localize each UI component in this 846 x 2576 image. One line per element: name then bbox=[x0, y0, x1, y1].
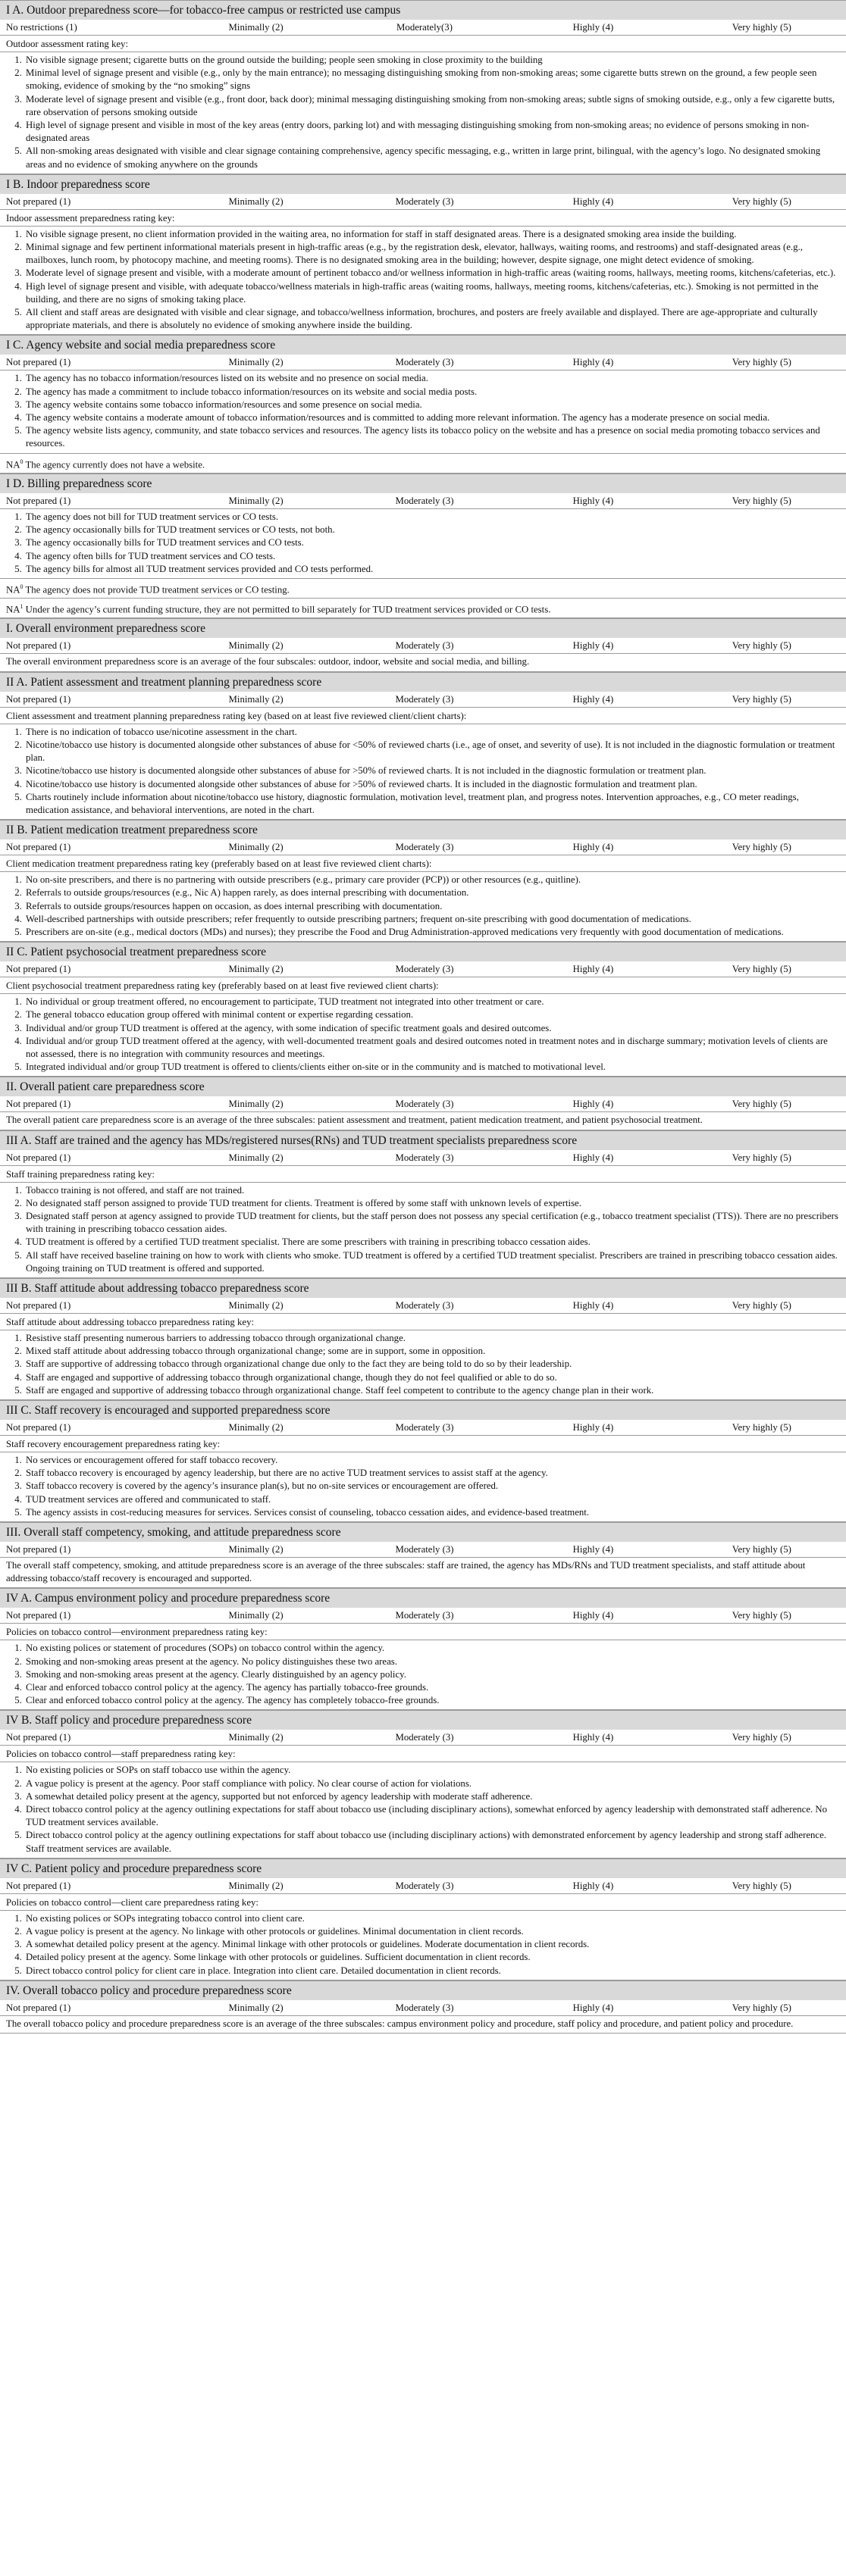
rating-key-item: 1. No existing polices or statement of procedures (SOPs) on tobacco control within the agency. bbox=[24, 1642, 840, 1655]
rating-scale-label: Minimally (2) bbox=[228, 495, 284, 506]
rating-scale-label: Highly (4) bbox=[572, 1544, 614, 1555]
rating-scale-label: Moderately (3) bbox=[395, 1421, 454, 1433]
rating-key-title: Indoor assessment preparedness rating key: bbox=[0, 210, 846, 227]
rating-key-item: 3. The agency occasionally bills for TUD treatment services and CO tests. bbox=[24, 536, 840, 549]
rating-scale-row bbox=[0, 1298, 846, 1314]
section-title: I D. Billing preparedness score bbox=[0, 474, 846, 493]
rating-scale-label: Very highly (5) bbox=[732, 2002, 791, 2013]
rating-scale-label: Very highly (5) bbox=[732, 1732, 791, 1743]
score-section bbox=[0, 820, 846, 942]
rating-scale-label: Highly (4) bbox=[572, 495, 614, 506]
rating-scale-label: Very highly (5) bbox=[732, 22, 791, 33]
section-title: III A. Staff are trained and the agency has MDs/registered nurses(RNs) and TUD treatment specialists preparedness score bbox=[0, 1130, 846, 1150]
rating-key-title: Policies on tobacco control—environment preparedness rating key: bbox=[0, 1624, 846, 1640]
rating-scale-label: Moderately (3) bbox=[395, 640, 454, 652]
rating-scale-label: Minimally (2) bbox=[228, 1299, 284, 1311]
rating-key-item: 5. The agency bills for almost all TUD treatment services provided and CO tests performed. bbox=[24, 563, 840, 576]
rating-key-item: 5. The agency assists in cost-reducing measures for services. Services consist of counseling, tobacco cessation aides, and evidence-based treatment. bbox=[24, 1506, 840, 1519]
score-section bbox=[0, 1588, 846, 1710]
rating-scale-label: Minimally (2) bbox=[228, 1152, 284, 1163]
score-section bbox=[0, 1710, 846, 1858]
rating-key-item: 1. The agency has no tobacco information/resources listed on its website and no presence on social media. bbox=[24, 372, 840, 385]
rating-key-item: 2. The general tobacco education group offered with minimal content or expertise regarding cessation. bbox=[24, 1008, 840, 1021]
rating-key-title: Client medication treatment preparedness rating key (preferably based on at least five reviewed client charts): bbox=[0, 855, 846, 872]
rating-key-title: Policies on tobacco control—client care preparedness rating key: bbox=[0, 1894, 846, 1911]
rating-key-item: 1. No existing policies or SOPs on staff tobacco use within the agency. bbox=[24, 1764, 840, 1777]
rating-key-item: 5. All staff have received baseline training on how to work with clients who smoke. TUD treatment is offered by a certified TUD treatment specialist. Prescribers are trained in prescribing tobacco cessation aides. Ongoing training on TUD treatment is offered and supported. bbox=[24, 1249, 840, 1275]
rating-scale-row bbox=[0, 1420, 846, 1436]
na-note-prefix: NA bbox=[6, 458, 20, 470]
rating-scale-label: Not prepared (1) bbox=[6, 693, 71, 705]
rating-key-item: 4. Nicotine/tobacco use history is documented alongside other substances of abuse for >50% of reviewed charts. It is included in the diagnostic formulation and treatment plan. bbox=[24, 778, 840, 791]
rating-key-item: 4. Direct tobacco control policy at the agency outlining expectations for staff about tobacco use (including disciplinary actions), somewhat enforced by agency leadership with demonstrated staff adherence. No TUD treatment services available. bbox=[24, 1803, 840, 1829]
rating-key-item: 4. Staff are engaged and supportive of addressing tobacco through organizational change, though they do not feel qualified or able to do so. bbox=[24, 1371, 840, 1384]
rating-scale-label: Highly (4) bbox=[572, 964, 614, 975]
section-title: I A. Outdoor preparedness score—for tobacco-free campus or restricted use campus bbox=[0, 0, 846, 20]
rating-scale-label: Minimally (2) bbox=[228, 1732, 284, 1743]
rating-scale-label: Highly (4) bbox=[572, 22, 614, 33]
score-section bbox=[0, 335, 846, 473]
na-note-superscript: 0 bbox=[20, 458, 24, 465]
rating-scale-label: Very highly (5) bbox=[732, 842, 791, 853]
rating-key-list bbox=[0, 227, 846, 335]
rating-key-item: 1. No visible signage present, no client information provided in the waiting area, no information for staff in staff designated areas. There is a designated smoking area inside the building. bbox=[24, 228, 840, 241]
rating-scale-label: Not prepared (1) bbox=[6, 195, 71, 207]
section-title: I B. Indoor preparedness score bbox=[0, 174, 846, 194]
rating-key-item: 3. Smoking and non-smoking areas present at the agency. Clearly distinguished by an agency policy. bbox=[24, 1668, 840, 1681]
rating-key-list bbox=[0, 1452, 846, 1521]
rating-scale-row bbox=[0, 1878, 846, 1894]
rating-key-item: 3. Moderate level of signage present and visible (e.g., front door, back door); minimal messaging distinguishing smoking from non-smoking areas; subtle signs of smoking outside, e.g., only a few cigarette butts, rare observation of persons smoking outside bbox=[24, 93, 840, 119]
section-title: II A. Patient assessment and treatment planning preparedness score bbox=[0, 672, 846, 692]
rating-scale-label: Highly (4) bbox=[572, 693, 614, 705]
rating-key-list bbox=[0, 1640, 846, 1709]
section-title: III. Overall staff competency, smoking, and attitude preparedness score bbox=[0, 1522, 846, 1542]
score-section bbox=[0, 474, 846, 619]
summary-section bbox=[0, 618, 846, 671]
rating-key-item: 4. The agency website contains a moderate amount of tobacco information/resources and is committed to adding more relevant information. The agency has a moderate presence on social media. bbox=[24, 411, 840, 424]
rating-scale-label: Very highly (5) bbox=[732, 195, 791, 207]
rating-key-list bbox=[0, 872, 846, 941]
rating-scale-label: Not prepared (1) bbox=[6, 1610, 71, 1621]
rating-scale-label: Very highly (5) bbox=[732, 1099, 791, 1110]
rating-scale-label: Very highly (5) bbox=[732, 1421, 791, 1433]
rating-key-title: Outdoor assessment rating key: bbox=[0, 36, 846, 52]
rating-key-item: 2. A vague policy is present at the agency. No linkage with other protocols or guidelines. Minimal documentation in client records. bbox=[24, 1925, 840, 1938]
rating-key-item: 5. All non-smoking areas designated with visible and clear signage containing comprehensive, agency specific messaging, e.g., written in large print, bilingual, with the agency’s logo. No designated smoking areas and no evidence of smoking anywhere on the grounds bbox=[24, 145, 840, 170]
rating-key-title: Staff training preparedness rating key: bbox=[0, 1166, 846, 1183]
rating-key-item: 2. Referrals to outside groups/resources (e.g., Nic A) happen rarely, as does internal prescribing with documentation. bbox=[24, 886, 840, 899]
rating-scale-label: Highly (4) bbox=[572, 1299, 614, 1311]
section-title: II. Overall patient care preparedness score bbox=[0, 1077, 846, 1096]
na-note-superscript: 0 bbox=[20, 583, 24, 590]
rating-key-list bbox=[0, 1183, 846, 1277]
section-title: II B. Patient medication treatment preparedness score bbox=[0, 820, 846, 839]
rating-scale-label: Minimally (2) bbox=[228, 842, 284, 853]
section-title: II C. Patient psychosocial treatment preparedness score bbox=[0, 942, 846, 961]
rating-scale-row bbox=[0, 961, 846, 977]
rating-scale-row bbox=[0, 2000, 846, 2016]
rating-scale-label: Very highly (5) bbox=[732, 357, 791, 368]
rating-scale-label: Minimally (2) bbox=[228, 357, 284, 368]
summary-description: The overall environment preparedness score is an average of the four subscales: outdoor, indoor, website and social media, and billing. bbox=[6, 656, 530, 667]
rating-key-item: 2. Minimal signage and few pertinent informational materials present in high-traffic areas (e.g., by the registration desk, elevator, hallways, waiting rooms, and restrooms) and staff-designated areas (e.g., mailboxes, lunch room, by photocopy machine, and meeting rooms). There is no designated smoking area in the building; however, despite signage, one might detect evidence of smoking. bbox=[24, 241, 840, 267]
na-note bbox=[0, 598, 846, 617]
score-section bbox=[0, 1859, 846, 1980]
section-title: IV C. Patient policy and procedure preparedness score bbox=[0, 1859, 846, 1878]
rating-scale-label: Minimally (2) bbox=[228, 22, 284, 33]
section-title: IV A. Campus environment policy and procedure preparedness score bbox=[0, 1588, 846, 1608]
rating-scale-label: Not prepared (1) bbox=[6, 964, 71, 975]
rating-key-title: Staff recovery encouragement preparedness rating key: bbox=[0, 1436, 846, 1452]
rating-scale-label: Not prepared (1) bbox=[6, 357, 71, 368]
rating-scale-label: Highly (4) bbox=[572, 357, 614, 368]
summary-description: The overall staff competency, smoking, and attitude preparedness score is an average of the three subscales: staff are trained, the agency has MDs/RNs and TUD treatment specialists, and staff attitude about addressing tobacco/staff recovery is encouraged and supported. bbox=[6, 1560, 806, 1584]
rating-scale-label: Very highly (5) bbox=[732, 1299, 791, 1311]
rating-scale-label: Not prepared (1) bbox=[6, 1299, 71, 1311]
rating-key-title: Client psychosocial treatment preparedness rating key (preferably based on at least five reviewed client charts): bbox=[0, 977, 846, 994]
rating-key-item: 1. No existing polices or SOPs integrating tobacco control into client care. bbox=[24, 1912, 840, 1925]
summary-section bbox=[0, 1980, 846, 2034]
rating-scale-label: Not prepared (1) bbox=[6, 1152, 71, 1163]
na-note-prefix: NA bbox=[6, 604, 20, 615]
rating-scale-label: Very highly (5) bbox=[732, 1610, 791, 1621]
rating-key-title: Client assessment and treatment planning preparedness rating key (based on at least five reviewed client/client charts): bbox=[0, 708, 846, 724]
rating-scale-label: Highly (4) bbox=[572, 1152, 614, 1163]
rating-key-item: 3. Staff tobacco recovery is covered by the agency’s insurance plan(s), but no on-site services or encouragement are offered. bbox=[24, 1480, 840, 1493]
rating-scale-row bbox=[0, 1608, 846, 1624]
summary-section bbox=[0, 1522, 846, 1588]
section-title: III C. Staff recovery is encouraged and supported preparedness score bbox=[0, 1400, 846, 1420]
rating-scale-label: Not prepared (1) bbox=[6, 842, 71, 853]
rating-scale-label: Minimally (2) bbox=[228, 1880, 284, 1891]
rating-key-item: 4. Clear and enforced tobacco control policy at the agency. The agency has partially tobacco-free grounds. bbox=[24, 1681, 840, 1694]
rating-scale-label: Minimally (2) bbox=[228, 693, 284, 705]
rating-key-item: 2. Mixed staff attitude about addressing tobacco through organizational change; some are in support, some in opposition. bbox=[24, 1345, 840, 1358]
rating-scale-label: Highly (4) bbox=[572, 1099, 614, 1110]
rating-key-item: 2. A vague policy is present at the agency. Poor staff compliance with policy. No clear course of action for violations. bbox=[24, 1777, 840, 1790]
section-title: I. Overall environment preparedness score bbox=[0, 618, 846, 638]
rating-scale-label: Moderately (3) bbox=[395, 964, 454, 975]
rating-scale-row bbox=[0, 1730, 846, 1746]
rating-scale-row bbox=[0, 638, 846, 654]
na-note-prefix: NA bbox=[6, 584, 20, 596]
rating-key-item: 3. Nicotine/tobacco use history is documented alongside other substances of abuse for >50% of reviewed charts. It is not included in the diagnostic formulation or treatment plan. bbox=[24, 764, 840, 777]
rating-key-list bbox=[0, 370, 846, 452]
rating-scale-label: Not prepared (1) bbox=[6, 495, 71, 506]
rating-key-item: 5. Charts routinely include information about nicotine/tobacco use history, diagnostic formulation, motivation level, treatment plan, and progress notes. Intervention approaches, e.g., CO meter readings, medication assistance, and behavioral interventions, are noted in the chart. bbox=[24, 791, 840, 817]
summary-description: The overall tobacco policy and procedure preparedness score is an average of the three subscales: campus environment policy and procedure, staff policy and procedure, and patient policy and procedure. bbox=[6, 2018, 794, 2029]
rating-scale-row bbox=[0, 493, 846, 509]
rating-scale-label: Not prepared (1) bbox=[6, 1544, 71, 1555]
rating-key-item: 1. The agency does not bill for TUD treatment services or CO tests. bbox=[24, 511, 840, 524]
rating-scale-label: Moderately (3) bbox=[395, 1099, 454, 1110]
rating-scale-label: Highly (4) bbox=[572, 1732, 614, 1743]
na-note-text: The agency does not provide TUD treatment services or CO testing. bbox=[23, 584, 290, 596]
rating-key-item: 2. The agency occasionally bills for TUD treatment services or CO tests, not both. bbox=[24, 524, 840, 536]
rating-scale-label: Moderately (3) bbox=[395, 1880, 454, 1891]
rating-key-item: 3. A somewhat detailed policy present at the agency, supported but not enforced by agency leadership with moderate staff adherence. bbox=[24, 1790, 840, 1803]
rating-scale-label: Very highly (5) bbox=[732, 495, 791, 506]
rating-key-list bbox=[0, 1330, 846, 1399]
score-section bbox=[0, 1400, 846, 1522]
rating-key-item: 1. Resistive staff presenting numerous barriers to addressing tobacco through organizational change. bbox=[24, 1332, 840, 1345]
rating-key-item: 1. Tobacco training is not offered, and staff are not trained. bbox=[24, 1184, 840, 1197]
rating-key-item: 4. TUD treatment services are offered and communicated to staff. bbox=[24, 1493, 840, 1506]
rating-scale-label: Moderately (3) bbox=[395, 195, 454, 207]
rating-scale-label: Very highly (5) bbox=[732, 964, 791, 975]
rating-key-item: 1. There is no indication of tobacco use/nicotine assessment in the chart. bbox=[24, 726, 840, 739]
rating-key-item: 4. High level of signage present and visible, with adequate tobacco/wellness materials in high-traffic areas (waiting rooms, hallways, meeting rooms, kitchens/cafeterias, etc.). Smoking is not permitted in the building, and there are no signs of smoking taking place. bbox=[24, 280, 840, 306]
rating-key-list bbox=[0, 1911, 846, 1980]
rating-key-list bbox=[0, 724, 846, 819]
rating-key-item: 4. Detailed policy present at the agency. Some linkage with other protocols or guidelines. Sufficient documentation in client records. bbox=[24, 1951, 840, 1964]
score-section bbox=[0, 0, 846, 174]
rating-scale-row bbox=[0, 20, 846, 36]
rating-scale-label: Moderately (3) bbox=[395, 1152, 454, 1163]
rating-key-item: 4. High level of signage present and visible in most of the key areas (entry doors, parking lot) and with messaging distinguishing smoking from non-smoking areas; no evidence of persons smoking in non-designated areas bbox=[24, 119, 840, 145]
rating-scale-label: Highly (4) bbox=[572, 1610, 614, 1621]
summary-description: The overall patient care preparedness score is an average of the three subscales: patient assessment and treatment, patient medication treatment, and patient psychosocial treatment. bbox=[6, 1114, 703, 1126]
rating-scale-label: Moderately (3) bbox=[395, 1544, 454, 1555]
score-section bbox=[0, 1278, 846, 1400]
rating-key-item: 3. Referrals to outside groups/resources happen on occasion, as does internal prescribing with documentation. bbox=[24, 900, 840, 913]
rating-scale-label: Minimally (2) bbox=[228, 1544, 284, 1555]
rating-scale-label: Not prepared (1) bbox=[6, 1421, 71, 1433]
rating-scale-row bbox=[0, 692, 846, 708]
rating-scale-label: Not prepared (1) bbox=[6, 2002, 71, 2013]
rating-key-title: Staff attitude about addressing tobacco preparedness rating key: bbox=[0, 1314, 846, 1330]
rating-scale-label: Moderately (3) bbox=[395, 693, 454, 705]
rating-key-item: 1. No on-site prescribers, and there is no partnering with outside prescribers (e.g., primary care provider (PCP)) or other resources (e.g., quitline). bbox=[24, 874, 840, 886]
rating-key-item: 4. The agency often bills for TUD treatment services and CO tests. bbox=[24, 550, 840, 563]
rating-scale-label: Very highly (5) bbox=[732, 1152, 791, 1163]
rating-key-item: 5. The agency website lists agency, community, and state tobacco services and resources. The agency lists its tobacco policy on the website and has a presence on social media promoting tobacco services and resources. bbox=[24, 424, 840, 450]
rating-scale-row bbox=[0, 1096, 846, 1112]
rating-key-item: 2. Staff tobacco recovery is encouraged by agency leadership, but there are no active TUD treatment services to assist staff at the agency. bbox=[24, 1467, 840, 1480]
rating-scale-label: Moderately (3) bbox=[395, 357, 454, 368]
rating-scale-label: Moderately (3) bbox=[395, 495, 454, 506]
section-title: I C. Agency website and social media preparedness score bbox=[0, 335, 846, 355]
rating-key-item: 3. Staff are supportive of addressing tobacco through organizational change due only to the fact they are being told to do so by their leadership. bbox=[24, 1358, 840, 1371]
rating-scale-label: Highly (4) bbox=[572, 1880, 614, 1891]
rating-scale-label: Moderately (3) bbox=[395, 842, 454, 853]
rating-scale-row bbox=[0, 839, 846, 855]
rating-key-item: 2. No designated staff person assigned to provide TUD treatment for clients. Treatment is offered by some staff with unknown levels of expertise. bbox=[24, 1197, 840, 1210]
rating-scale-label: Minimally (2) bbox=[228, 1610, 284, 1621]
rating-key-list bbox=[0, 52, 846, 174]
rating-scale-label: Not prepared (1) bbox=[6, 1099, 71, 1110]
rating-scale-label: Minimally (2) bbox=[228, 1099, 284, 1110]
na-note-text: Under the agency’s current funding structure, they are not permitted to bill separately for TUD treatment services provided or CO tests. bbox=[23, 604, 551, 615]
na-note-superscript: 1 bbox=[20, 603, 24, 611]
rating-key-title: Policies on tobacco control—staff preparedness rating key: bbox=[0, 1746, 846, 1762]
rating-scale-label: Not prepared (1) bbox=[6, 1880, 71, 1891]
rating-scale-label: Minimally (2) bbox=[228, 640, 284, 652]
rating-scale-label: Moderately (3) bbox=[395, 2002, 454, 2013]
rating-scale-label: Very highly (5) bbox=[732, 1880, 791, 1891]
rating-key-item: 5. Direct tobacco control policy at the agency outlining expectations for staff about tobacco use (including disciplinary actions) with demonstrated enforcement by agency leadership and strong staff adherence. Staff treatment services are available. bbox=[24, 1829, 840, 1855]
section-title: IV. Overall tobacco policy and procedure preparedness score bbox=[0, 1980, 846, 2000]
rating-scale-label: Minimally (2) bbox=[228, 195, 284, 207]
rating-key-item: 3. Moderate level of signage present and visible, with a moderate amount of pertinent tobacco and/or wellness information in high-traffic areas (waiting rooms, hallways, meeting rooms, kitchens/cafeterias, etc.). bbox=[24, 267, 840, 280]
section-title: III B. Staff attitude about addressing tobacco preparedness score bbox=[0, 1278, 846, 1298]
rating-scale-label: Minimally (2) bbox=[228, 1421, 284, 1433]
summary-section bbox=[0, 1077, 846, 1130]
rating-key-list bbox=[0, 994, 846, 1076]
rating-scale-label: Minimally (2) bbox=[228, 964, 284, 975]
rating-scale-label: Highly (4) bbox=[572, 640, 614, 652]
rating-scale-label: Not prepared (1) bbox=[6, 1732, 71, 1743]
rating-key-item: 3. The agency website contains some tobacco information/resources and some presence on social media. bbox=[24, 399, 840, 411]
rating-scale-label: Not prepared (1) bbox=[6, 640, 71, 652]
rating-key-item: 1. No individual or group treatment offered, no encouragement to participate, TUD treatment not integrated into other treatment or care. bbox=[24, 996, 840, 1008]
rating-scale-label: Moderately (3) bbox=[395, 1610, 454, 1621]
rating-scale-row bbox=[0, 355, 846, 370]
rating-scale-label: Very highly (5) bbox=[732, 1544, 791, 1555]
section-title: IV B. Staff policy and procedure preparedness score bbox=[0, 1710, 846, 1730]
rating-key-item: 5. Staff are engaged and supportive of addressing tobacco through organizational change. Staff feel competent to contribute to the agency change plan in their work. bbox=[24, 1384, 840, 1397]
rating-scale-label: Moderately (3) bbox=[395, 1299, 454, 1311]
rating-scale-label: Very highly (5) bbox=[732, 693, 791, 705]
rating-scale-label: Minimally (2) bbox=[228, 2002, 284, 2013]
rating-key-item: 2. Smoking and non-smoking areas present at the agency. No policy distinguishes these two areas. bbox=[24, 1655, 840, 1668]
rating-key-item: 3. A somewhat detailed policy present at the agency. Minimal linkage with other protocols or guidelines. Moderate documentation in client records. bbox=[24, 1938, 840, 1951]
rating-scale-label: Highly (4) bbox=[572, 842, 614, 853]
rating-key-item: 2. Nicotine/tobacco use history is documented alongside other substances of abuse for <50% of reviewed charts (i.e., age of onset, and severity of use). It is not included in the diagnostic formulation or treatment plan. bbox=[24, 739, 840, 764]
score-section bbox=[0, 1130, 846, 1278]
rating-key-item: 4. TUD treatment is offered by a certified TUD treatment specialist. There are some prescribers with training in prescribing tobacco cessation aides. bbox=[24, 1236, 840, 1249]
rating-key-item: 2. The agency has made a commitment to include tobacco information/resources on its website and social media posts. bbox=[24, 386, 840, 399]
na-note bbox=[0, 578, 846, 598]
rating-scale-label: Very highly (5) bbox=[732, 640, 791, 652]
rating-key-item: 1. No services or encouragement offered for staff tobacco recovery. bbox=[24, 1454, 840, 1467]
rating-scale-label: Highly (4) bbox=[572, 195, 614, 207]
rating-key-list bbox=[0, 1762, 846, 1857]
rating-scale-row bbox=[0, 1150, 846, 1166]
rating-scale-label: No restrictions (1) bbox=[6, 22, 77, 33]
rating-scale-label: Highly (4) bbox=[572, 1421, 614, 1433]
rating-scale-row bbox=[0, 194, 846, 210]
rating-scale-label: Moderately(3) bbox=[396, 22, 453, 33]
rating-key-item: 4. Individual and/or group TUD treatment offered at the agency, with well-documented treatment goals and desired outcomes noted in treatment notes and in discharge summary; motivation levels of clients are not assessed, there is no integration with community resources and meetings. bbox=[24, 1035, 840, 1061]
rating-key-list bbox=[0, 509, 846, 578]
rating-key-item: 3. Designated staff person at agency assigned to provide TUD treatment for clients, but the staff person does not possess any special certification (e.g., tobacco treatment specialist (TTS)). There are no prescribers with training in prescribing tobacco cessation aides. bbox=[24, 1210, 840, 1236]
rating-key-item: 4. Well-described partnerships with outside prescribers; refer frequently to outside prescribing partners; frequent on-site prescribing with good documentation of medications. bbox=[24, 913, 840, 926]
rating-key-item: 5. Direct tobacco control policy for client care in place. Integration into client care. Detailed documentation in client records. bbox=[24, 1965, 840, 1977]
score-section bbox=[0, 672, 846, 820]
rating-key-item: 3. Individual and/or group TUD treatment is offered at the agency, with some indication of specific treatment goals and desired outcomes. bbox=[24, 1022, 840, 1035]
rating-key-item: 2. Minimal level of signage present and visible (e.g., only by the main entrance); no messaging distinguishing smoking from non-smoking areas; some cigarette butts strewn on the ground, a few people seen smoking, evidence of smoking by the “no smoking” signs bbox=[24, 67, 840, 92]
rating-scale-row bbox=[0, 1542, 846, 1558]
rating-key-item: 5. Integrated individual and/or group TUD treatment is offered to clients/clients either on-site or in the community and is matched to motivational level. bbox=[24, 1061, 840, 1074]
na-note bbox=[0, 453, 846, 473]
score-section bbox=[0, 174, 846, 336]
rating-key-item: 5. Prescribers are on-site (e.g., medical doctors (MDs) and nurses); they prescribe the Food and Drug Administration-approved medications very frequently with good documentation of medications. bbox=[24, 926, 840, 939]
rating-key-item: 5. Clear and enforced tobacco control policy at the agency. The agency has completely tobacco-free grounds. bbox=[24, 1694, 840, 1707]
score-section bbox=[0, 942, 846, 1077]
rating-scale-label: Moderately (3) bbox=[395, 1732, 454, 1743]
rating-key-item: 1. No visible signage present; cigarette butts on the ground outside the building; people seen smoking in close proximity to the building bbox=[24, 54, 840, 67]
na-note-text: The agency currently does not have a website. bbox=[23, 458, 205, 470]
rating-key-item: 5. All client and staff areas are designated with visible and clear signage, and tobacco/wellness information, brochures, and posters are freely available and displayed. There are age-appropriate and culturally appropriate materials, and there is absolutely no evidence of smoking anywhere inside the building. bbox=[24, 306, 840, 332]
rating-scale-label: Highly (4) bbox=[572, 2002, 614, 2013]
